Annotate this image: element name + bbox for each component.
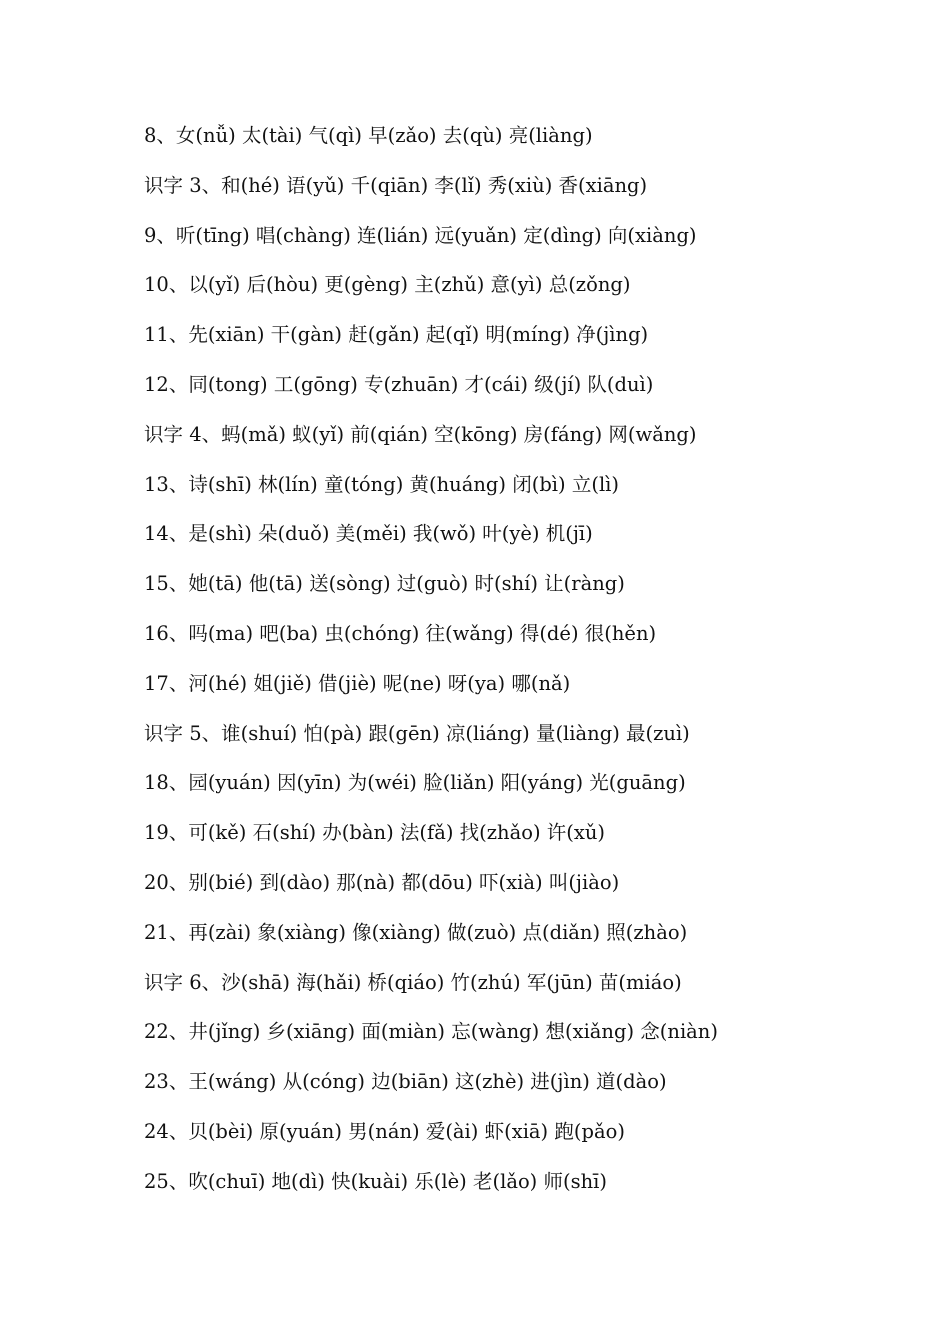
list-item: 15、她(tā) 他(tā) 送(sòng) 过(guò) 时(shí) 让(ràng): [144, 572, 625, 596]
list-item: 25、吹(chuī) 地(dì) 快(kuài) 乐(lè) 老(lǎo) 师(shī): [144, 1169, 608, 1193]
list-item: 识字 5、谁(shuí) 怕(pà) 跟(gēn) 凉(liáng) 量(liàng) 最(zuì): [144, 721, 690, 745]
list-item: 11、先(xiān) 干(gàn) 赶(gǎn) 起(qǐ) 明(míng) 净(jìng): [144, 323, 649, 347]
list-item: 14、是(shì) 朵(duǒ) 美(měi) 我(wǒ) 叶(yè) 机(jī): [144, 522, 593, 546]
list-item: 17、河(hé) 姐(jiě) 借(jiè) 呢(ne) 呀(ya) 哪(nǎ): [144, 671, 571, 695]
list-item: 21、再(zài) 象(xiàng) 像(xiàng) 做(zuò) 点(diǎn) 照(zhào): [144, 920, 688, 944]
list-item: 20、别(bié) 到(dào) 那(nà) 都(dōu) 吓(xià) 叫(jiào): [144, 870, 620, 894]
list-item: 19、可(kě) 石(shí) 办(bàn) 法(fǎ) 找(zhǎo) 许(xǔ): [144, 821, 606, 845]
list-item: 24、贝(bèi) 原(yuán) 男(nán) 爱(ài) 虾(xiā) 跑(pǎo): [144, 1119, 625, 1143]
list-item: 9、听(tīng) 唱(chàng) 连(lián) 远(yuǎn) 定(dìng) 向(xiàng): [144, 223, 697, 247]
vocabulary-list: [144, 118, 924, 1214]
list-item: 12、同(tong) 工(gōng) 专(zhuān) 才(cái) 级(jí) 队(duì): [144, 372, 654, 396]
list-item: 23、王(wáng) 从(cóng) 边(biān) 这(zhè) 进(jìn) 道(dào): [144, 1070, 667, 1094]
list-item: 22、井(jǐng) 乡(xiāng) 面(miàn) 忘(wàng) 想(xiǎng) 念(niàn): [144, 1020, 718, 1044]
list-item: 识字 6、沙(shā) 海(hǎi) 桥(qiáo) 竹(zhú) 军(jūn) 苗(miáo): [144, 970, 682, 994]
list-item: 识字 3、和(hé) 语(yǔ) 千(qiān) 李(lǐ) 秀(xiù) 香(xiāng): [144, 173, 648, 197]
list-item: 18、园(yuán) 因(yīn) 为(wéi) 脸(liǎn) 阳(yáng) 光(guāng): [144, 771, 686, 795]
list-item: 13、诗(shī) 林(lín) 童(tóng) 黄(huáng) 闭(bì) 立(lì): [144, 472, 620, 496]
list-item: 10、以(yǐ) 后(hòu) 更(gèng) 主(zhǔ) 意(yì) 总(zǒng): [144, 273, 631, 297]
list-item: 识字 4、蚂(mǎ) 蚁(yǐ) 前(qián) 空(kōng) 房(fáng) 网(wǎng): [144, 422, 697, 446]
list-item: 8、女(nǚ) 太(tài) 气(qì) 早(zǎo) 去(qù) 亮(liàng): [144, 124, 593, 147]
list-item: 16、吗(ma) 吧(ba) 虫(chóng) 往(wǎng) 得(dé) 很(hěn): [144, 621, 657, 645]
